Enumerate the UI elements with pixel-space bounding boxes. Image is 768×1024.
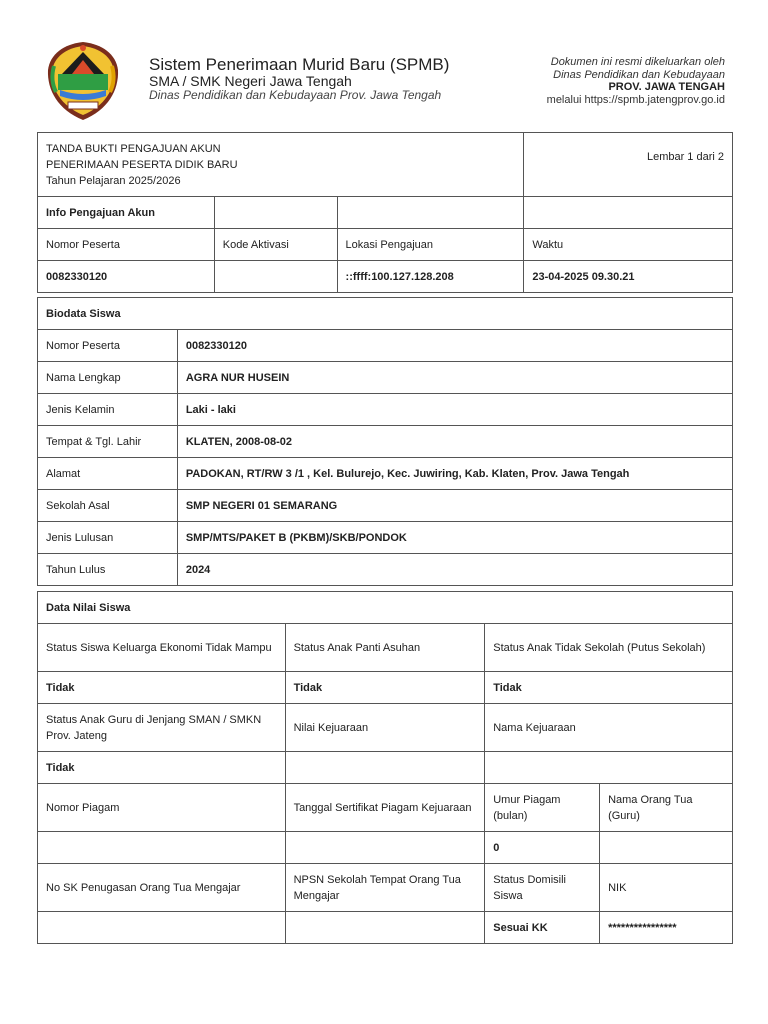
umur-piagam-value: 0 [485,832,600,864]
receipt-title-line-2: PENERIMAAN PESERTA DIDIK BARU [46,158,238,171]
section-row [38,197,733,229]
issuer-line-3: PROV. JAWA TENGAH [608,81,725,93]
table-row [38,362,733,394]
field-label: Nomor Peserta [38,330,178,362]
receipt-title-line-1: TANDA BUKTI PENGAJUAN AKUN [46,142,221,155]
putus-sekolah-value: Tidak [485,672,733,704]
anak-guru-label: Status Anak Guru di Jenjang SMAN / SMKN Prov. Jateng [38,704,286,752]
ekonomi-label: Status Siswa Keluarga Ekonomi Tidak Mampu [38,624,286,672]
value-row [38,912,733,944]
table-row [38,554,733,586]
domisili-label: Status Domisili Siswa [485,864,600,912]
table-row [38,458,733,490]
anak-guru-value: Tidak [38,752,286,784]
waktu-value: 23-04-2025 09.30.21 [524,261,733,293]
empty-cell [337,197,524,229]
section-title: Data Nilai Siswa [38,592,733,624]
section-title: Info Pengajuan Akun [38,197,215,229]
panti-label: Status Anak Panti Asuhan [285,624,485,672]
field-value: Laki - laki [177,394,732,426]
table-row [38,490,733,522]
value-row [38,832,733,864]
tanggal-sertifikat-label: Tanggal Sertifikat Piagam Kejuaraan [285,784,485,832]
receipt-table [37,132,733,293]
field-label: Nama Lengkap [38,362,178,394]
field-value: SMP NEGERI 01 SEMARANG [177,490,732,522]
ekonomi-value: Tidak [38,672,286,704]
value-row [38,261,733,293]
table-row [38,330,733,362]
label-row [38,624,733,672]
section-row [38,298,733,330]
npsn-label: NPSN Sekolah Tempat Orang Tua Mengajar [285,864,485,912]
issuer-url: melalui https://spmb.jatengprov.go.id [546,93,725,106]
nik-value: **************** [600,912,733,944]
agency-name: Dinas Pendidikan dan Kebudayaan Prov. Jawa Tengah [149,88,442,102]
tanggal-sertifikat-value [285,832,485,864]
empty-cell [524,197,733,229]
col-kode-aktivasi: Kode Aktivasi [214,229,337,261]
sk-penugasan-value [38,912,286,944]
nama-orang-tua-label: Nama Orang Tua (Guru) [600,784,733,832]
section-row [38,592,733,624]
col-waktu: Waktu [524,229,733,261]
table-row [38,522,733,554]
nomor-peserta-value: 0082330120 [38,261,215,293]
nama-kejuaraan-label: Nama Kejuaraan [485,704,733,752]
jateng-emblem-icon [44,40,122,122]
label-row [38,704,733,752]
nomor-piagam-label: Nomor Piagam [38,784,286,832]
field-label: Tempat & Tgl. Lahir [38,426,178,458]
nomor-piagam-value [38,832,286,864]
nik-label: NIK [600,864,733,912]
table-row [38,394,733,426]
sheet-indicator: Lembar 1 dari 2 [524,133,733,197]
value-row [38,752,733,784]
col-nomor-peserta: Nomor Peserta [38,229,215,261]
issuer-line-1: Dokumen ini resmi dikeluarkan oleh [550,56,725,68]
field-value: 0082330120 [177,330,732,362]
page-title: Sistem Penerimaan Murid Baru (SPMB) [149,55,450,74]
field-label: Alamat [38,458,178,490]
issuer-line-2: Dinas Pendidikan dan Kebudayaan [553,68,725,81]
sk-penugasan-label: No SK Penugasan Orang Tua Mengajar [38,864,286,912]
column-header-row [38,229,733,261]
receipt-header-row [38,133,733,197]
nama-kejuaraan-value [485,752,733,784]
field-value: AGRA NUR HUSEIN [177,362,732,394]
label-row [38,784,733,832]
field-value: KLATEN, 2008-08-02 [177,426,732,458]
issuer-note [547,56,725,106]
umur-piagam-label: Umur Piagam (bulan) [485,784,600,832]
field-value: SMP/MTS/PAKET B (PKBM)/SKB/PONDOK [177,522,732,554]
lokasi-pengajuan-value: ::ffff:100.127.128.208 [337,261,524,293]
field-label: Tahun Lulus [38,554,178,586]
nilai-kejuaraan-value [285,752,485,784]
field-value: PADOKAN, RT/RW 3 /1 , Kel. Bulurejo, Kec. Juwiring, Kab. Klaten, Prov. Jawa Tengah [177,458,732,490]
label-row [38,864,733,912]
nilai-kejuaraan-label: Nilai Kejuaraan [285,704,485,752]
npsn-value [285,912,485,944]
receipt-title-cell [38,133,524,197]
panti-value: Tidak [285,672,485,704]
field-label: Jenis Kelamin [38,394,178,426]
nilai-table [37,591,733,944]
biodata-table [37,297,733,586]
empty-cell [214,197,337,229]
value-row [38,672,733,704]
receipt-title-line-3: Tahun Pelajaran 2025/2026 [46,174,181,187]
table-row [38,426,733,458]
kode-aktivasi-value [214,261,337,293]
field-label: Jenis Lulusan [38,522,178,554]
field-value: 2024 [177,554,732,586]
domisili-value: Sesuai KK [485,912,600,944]
col-lokasi-pengajuan: Lokasi Pengajuan [337,229,524,261]
document-header [0,0,768,125]
page-subtitle: SMA / SMK Negeri Jawa Tengah [149,73,352,89]
nama-orang-tua-value [600,832,733,864]
section-title: Biodata Siswa [38,298,733,330]
field-label: Sekolah Asal [38,490,178,522]
putus-sekolah-label: Status Anak Tidak Sekolah (Putus Sekolah) [485,624,733,672]
